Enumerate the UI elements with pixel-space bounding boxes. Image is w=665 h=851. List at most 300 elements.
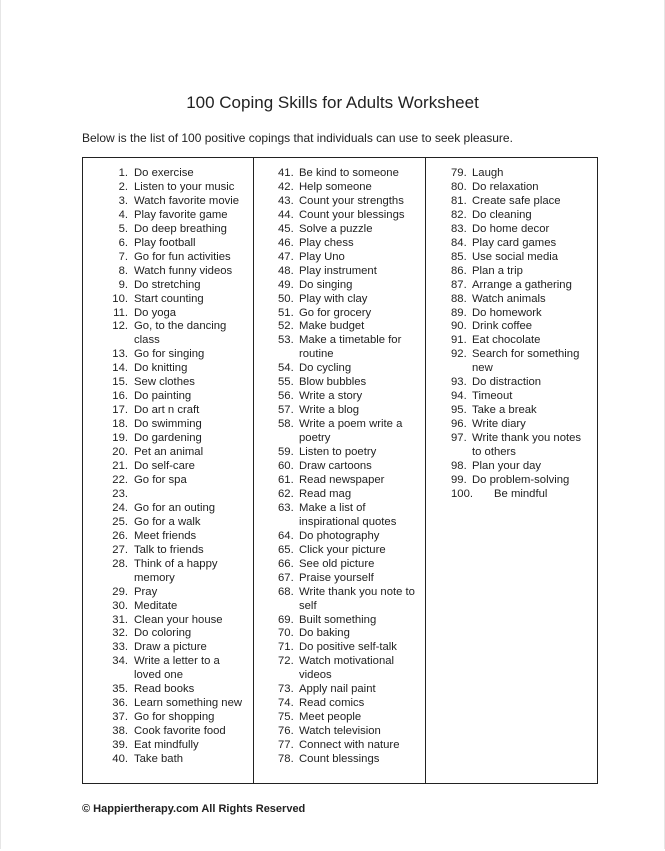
item-text: Arrange a gathering	[472, 278, 572, 291]
item-number: 23.	[112, 487, 128, 500]
item-number: 61.	[278, 473, 294, 486]
item-text: Draw cartoons	[299, 460, 372, 473]
item-text: Listen to your music	[134, 180, 235, 193]
skills-list-1	[83, 167, 253, 767]
item-number: 54.	[278, 362, 294, 375]
item-number: 5.	[118, 222, 128, 235]
list-item	[254, 697, 425, 711]
item-text: Make budget	[299, 320, 365, 333]
list-item	[83, 600, 253, 614]
item-number: 55.	[278, 376, 294, 389]
item-number: 85.	[451, 250, 467, 263]
item-number: 100.	[451, 487, 473, 500]
list-item	[426, 223, 597, 237]
skills-list-3	[426, 167, 597, 502]
item-number: 24.	[112, 501, 128, 514]
list-item	[426, 279, 597, 293]
item-number: 18.	[112, 418, 128, 431]
item-number: 62.	[278, 487, 294, 500]
item-text: Use social media	[472, 250, 559, 263]
item-text	[128, 488, 253, 502]
list-item	[426, 265, 597, 279]
item-text: Write thank you note to self	[299, 585, 415, 612]
list-item	[254, 237, 425, 251]
item-number: 58.	[278, 418, 294, 431]
list-item	[254, 418, 425, 446]
item-text: Draw a picture	[134, 641, 207, 654]
item-text: Do art n craft	[134, 404, 200, 417]
item-number: 47.	[278, 250, 294, 263]
list-item	[254, 641, 425, 655]
item-text: Do cycling	[299, 362, 352, 375]
item-number: 57.	[278, 404, 294, 417]
item-number: 7.	[118, 250, 128, 263]
item-text: Do gardening	[134, 432, 202, 445]
item-text: Do exercise	[134, 167, 194, 179]
item-number: 82.	[451, 208, 467, 221]
item-text: Do singing	[299, 278, 353, 291]
list-item	[426, 432, 597, 460]
list-item	[426, 488, 597, 502]
item-text: Pray	[134, 585, 158, 598]
item-text: Write diary	[472, 418, 526, 431]
item-text: Eat chocolate	[472, 334, 541, 347]
item-text: Count your strengths	[299, 194, 404, 207]
item-number: 37.	[112, 711, 128, 724]
list-item	[254, 711, 425, 725]
item-text: Think of a happy memory	[134, 557, 218, 584]
item-text: Search for something new	[472, 348, 580, 375]
item-text: Pet an animal	[134, 446, 204, 459]
item-text: Be mindful	[494, 487, 548, 500]
list-item	[426, 181, 597, 195]
list-item	[83, 320, 253, 348]
item-text: Clean your house	[134, 613, 223, 626]
list-item	[254, 586, 425, 614]
list-item	[83, 488, 253, 502]
item-text: Write a poem write a poetry	[299, 418, 403, 445]
list-item	[83, 725, 253, 739]
list-item	[426, 390, 597, 404]
item-number: 65.	[278, 543, 294, 556]
item-text: Laugh	[472, 167, 504, 179]
item-text: Do photography	[299, 529, 380, 542]
item-number: 74.	[278, 697, 294, 710]
item-number: 92.	[451, 348, 467, 361]
list-item	[83, 209, 253, 223]
item-number: 21.	[112, 460, 128, 473]
item-number: 96.	[451, 418, 467, 431]
list-item	[83, 390, 253, 404]
item-text: Praise yourself	[299, 571, 374, 584]
item-text: Apply nail paint	[299, 683, 376, 696]
item-number: 15.	[112, 376, 128, 389]
item-number: 87.	[451, 278, 467, 291]
item-text: Do distraction	[472, 376, 542, 389]
item-text: Do self-care	[134, 460, 195, 473]
item-text: Write thank you notes to others	[472, 432, 582, 459]
item-text: Go for grocery	[299, 306, 372, 319]
list-item	[254, 544, 425, 558]
item-number: 31.	[112, 613, 128, 626]
item-text: Read newspaper	[299, 473, 385, 486]
item-text: Timeout	[472, 390, 513, 403]
item-text: Meet friends	[134, 529, 197, 542]
list-item	[83, 697, 253, 711]
item-text: Plan your day	[472, 460, 542, 473]
copyright-footer: © Happiertherapy.com All Rights Reserved	[82, 803, 306, 815]
list-item	[83, 641, 253, 655]
list-item	[83, 516, 253, 530]
item-number: 12.	[112, 320, 128, 333]
item-number: 28.	[112, 557, 128, 570]
item-number: 68.	[278, 585, 294, 598]
item-number: 41.	[278, 167, 294, 179]
item-text: Read books	[134, 683, 195, 696]
list-item	[83, 251, 253, 265]
item-text: See old picture	[299, 557, 375, 570]
item-number: 36.	[112, 697, 128, 710]
item-text: Watch animals	[472, 292, 546, 305]
item-number: 9.	[118, 278, 128, 291]
item-number: 32.	[112, 627, 128, 640]
item-text: Drink coffee	[472, 320, 533, 333]
list-item	[254, 572, 425, 586]
list-item	[83, 614, 253, 628]
item-text: Go for shopping	[134, 711, 215, 724]
list-item	[254, 725, 425, 739]
item-number: 95.	[451, 404, 467, 417]
list-item	[83, 544, 253, 558]
item-text: Do relaxation	[472, 180, 539, 193]
item-number: 19.	[112, 432, 128, 445]
item-text: Count your blessings	[299, 208, 405, 221]
item-text: Do stretching	[134, 278, 201, 291]
list-item	[254, 209, 425, 223]
list-item	[254, 390, 425, 404]
item-number: 16.	[112, 390, 128, 403]
item-text: Built something	[299, 613, 377, 626]
list-item	[254, 530, 425, 544]
item-number: 78.	[278, 753, 294, 766]
list-item	[83, 265, 253, 279]
item-number: 76.	[278, 725, 294, 738]
list-item	[254, 167, 425, 181]
item-text: Play with clay	[299, 292, 368, 305]
item-text: Read mag	[299, 487, 352, 500]
item-text: Start counting	[134, 292, 204, 305]
item-number: 30.	[112, 599, 128, 612]
item-number: 26.	[112, 529, 128, 542]
item-text: Go for an outing	[134, 501, 216, 514]
list-item	[426, 474, 597, 488]
list-item	[83, 627, 253, 641]
item-number: 42.	[278, 180, 294, 193]
item-text: Make a timetable for routine	[299, 334, 402, 361]
list-item	[426, 404, 597, 418]
item-text: Go for fun activities	[134, 250, 231, 263]
list-item	[254, 334, 425, 362]
item-number: 99.	[451, 473, 467, 486]
item-text: Sew clothes	[134, 376, 195, 389]
item-number: 64.	[278, 529, 294, 542]
item-number: 14.	[112, 362, 128, 375]
list-item	[83, 739, 253, 753]
item-text: Play Uno	[299, 250, 345, 263]
list-item	[254, 223, 425, 237]
item-number: 33.	[112, 641, 128, 654]
item-number: 73.	[278, 683, 294, 696]
list-item	[83, 655, 253, 683]
item-text: Play football	[134, 236, 196, 249]
item-number: 83.	[451, 222, 467, 235]
item-text: Take bath	[134, 753, 183, 766]
list-item	[83, 293, 253, 307]
item-number: 20.	[112, 446, 128, 459]
item-number: 3.	[118, 194, 128, 207]
item-number: 86.	[451, 264, 467, 277]
list-item	[254, 655, 425, 683]
item-number: 71.	[278, 641, 294, 654]
list-item	[426, 418, 597, 432]
item-text: Do knitting	[134, 362, 188, 375]
item-text: Do cleaning	[472, 208, 532, 221]
list-item	[254, 627, 425, 641]
item-text: Go for singing	[134, 348, 205, 361]
list-item	[254, 739, 425, 753]
list-item	[426, 195, 597, 209]
item-text: Watch favorite movie	[134, 194, 240, 207]
item-text: Talk to friends	[134, 543, 204, 556]
item-number: 90.	[451, 320, 467, 333]
item-text: Do deep breathing	[134, 222, 227, 235]
list-item	[254, 488, 425, 502]
item-text: Click your picture	[299, 543, 386, 556]
item-text: Do coloring	[134, 627, 192, 640]
page-title: 100 Coping Skills for Adults Worksheet	[186, 93, 479, 112]
item-text: Meet people	[299, 711, 362, 724]
list-item	[83, 418, 253, 432]
item-text: Do swimming	[134, 418, 202, 431]
intro-text: Below is the list of 100 positive copings that individuals can use to seek pleasure.	[82, 131, 513, 145]
item-number: 35.	[112, 683, 128, 696]
item-text: Blow bubbles	[299, 376, 367, 389]
item-text: Cook favorite food	[134, 725, 226, 738]
list-item	[426, 167, 597, 181]
item-text: Count blessings	[299, 753, 380, 766]
item-number: 10.	[112, 292, 128, 305]
item-number: 8.	[118, 264, 128, 277]
list-item	[254, 502, 425, 530]
item-text: Take a break	[472, 404, 537, 417]
item-number: 98.	[451, 460, 467, 473]
list-item	[426, 334, 597, 348]
list-item	[83, 460, 253, 474]
item-number: 1.	[118, 167, 128, 179]
list-item	[83, 502, 253, 516]
column-1	[83, 158, 254, 783]
list-item	[426, 237, 597, 251]
list-item	[426, 348, 597, 376]
item-number: 46.	[278, 236, 294, 249]
list-item	[83, 432, 253, 446]
item-number: 29.	[112, 585, 128, 598]
list-item	[83, 376, 253, 390]
item-text: Play card games	[472, 236, 557, 249]
list-item	[254, 376, 425, 390]
list-item	[83, 223, 253, 237]
item-number: 48.	[278, 264, 294, 277]
item-number: 11.	[113, 306, 128, 319]
item-number: 50.	[278, 292, 294, 305]
item-text: Make a list of inspirational quotes	[299, 501, 397, 528]
list-item	[254, 181, 425, 195]
item-text: Write a story	[299, 390, 363, 403]
item-text: Do home decor	[472, 222, 550, 235]
item-number: 77.	[278, 739, 294, 752]
column-3	[426, 158, 597, 783]
item-number: 80.	[451, 180, 467, 193]
item-number: 56.	[278, 390, 294, 403]
item-number: 27.	[112, 543, 128, 556]
list-item	[426, 251, 597, 265]
item-text: Eat mindfully	[134, 739, 199, 752]
item-text: Do baking	[299, 627, 350, 640]
list-item	[254, 307, 425, 321]
list-item	[83, 237, 253, 251]
list-item	[83, 711, 253, 725]
item-number: 43.	[278, 194, 294, 207]
list-item	[83, 530, 253, 544]
item-text: Do problem-solving	[472, 473, 570, 486]
list-item	[83, 683, 253, 697]
item-text: Help someone	[299, 180, 372, 193]
item-text: Go for spa	[134, 473, 187, 486]
list-item	[83, 446, 253, 460]
list-item	[83, 362, 253, 376]
list-item	[254, 474, 425, 488]
item-text: Play instrument	[299, 264, 377, 277]
item-text: Do yoga	[134, 306, 177, 319]
item-text: Read comics	[299, 697, 365, 710]
item-text: Play favorite game	[134, 208, 228, 221]
list-item	[83, 586, 253, 600]
list-item	[83, 474, 253, 488]
list-item	[254, 753, 425, 767]
item-number: 49.	[278, 278, 294, 291]
list-item	[83, 404, 253, 418]
list-item	[426, 209, 597, 223]
item-number: 72.	[278, 655, 294, 668]
item-number: 39.	[112, 739, 128, 752]
list-item	[426, 376, 597, 390]
item-number: 84.	[451, 236, 467, 249]
item-number: 93.	[451, 376, 467, 389]
item-text: Play chess	[299, 236, 354, 249]
list-item	[83, 195, 253, 209]
list-item	[83, 558, 253, 586]
item-number: 45.	[278, 222, 294, 235]
item-number: 67.	[278, 571, 294, 584]
list-item	[83, 279, 253, 293]
item-number: 70.	[278, 627, 294, 640]
list-item	[254, 558, 425, 572]
item-text: Be kind to someone	[299, 167, 399, 179]
item-number: 53.	[278, 334, 294, 347]
item-text: Connect with nature	[299, 739, 400, 752]
list-item	[426, 293, 597, 307]
list-item	[254, 683, 425, 697]
item-number: 63.	[278, 501, 294, 514]
list-item	[254, 446, 425, 460]
item-text: Meditate	[134, 599, 178, 612]
item-text: Plan a trip	[472, 264, 523, 277]
list-item	[254, 320, 425, 334]
list-item	[83, 167, 253, 181]
item-number: 17.	[112, 404, 128, 417]
list-item	[254, 614, 425, 628]
coping-skills-table	[82, 157, 598, 784]
item-number: 51.	[278, 306, 294, 319]
item-number: 60.	[278, 460, 294, 473]
list-item	[426, 460, 597, 474]
list-item	[254, 265, 425, 279]
list-item	[254, 279, 425, 293]
item-text: Do painting	[134, 390, 192, 403]
list-item	[254, 293, 425, 307]
item-number: 25.	[112, 515, 128, 528]
item-text: Watch television	[299, 725, 381, 738]
skills-list-2	[254, 167, 425, 767]
item-number: 69.	[278, 613, 294, 626]
item-text: Do positive self-talk	[299, 641, 397, 654]
item-text: Write a blog	[299, 404, 360, 417]
list-item	[83, 181, 253, 195]
list-item	[83, 307, 253, 321]
item-number: 59.	[278, 446, 294, 459]
list-item	[254, 362, 425, 376]
item-number: 44.	[278, 208, 294, 221]
item-number: 94.	[451, 390, 467, 403]
list-item	[254, 404, 425, 418]
item-number: 40.	[112, 753, 128, 766]
item-number: 6.	[118, 236, 128, 249]
list-item	[83, 753, 253, 767]
list-item	[254, 251, 425, 265]
list-item	[426, 307, 597, 321]
item-text: Solve a puzzle	[299, 222, 373, 235]
item-text: Listen to poetry	[299, 446, 377, 459]
item-text: Go, to the dancing class	[134, 320, 227, 347]
item-number: 79.	[451, 167, 467, 179]
item-text: Learn something new	[134, 697, 243, 710]
item-number: 34.	[112, 655, 128, 668]
item-number: 13.	[112, 348, 128, 361]
item-text: Create safe place	[472, 194, 561, 207]
item-number: 52.	[278, 320, 294, 333]
list-item	[254, 460, 425, 474]
item-text: Go for a walk	[134, 515, 201, 528]
item-number: 91.	[451, 334, 467, 347]
item-text: Write a letter to a loved one	[134, 655, 220, 682]
list-item	[83, 348, 253, 362]
item-number: 97.	[451, 432, 467, 445]
item-number: 4.	[118, 208, 128, 221]
item-number: 22.	[112, 473, 128, 486]
item-text: Do homework	[472, 306, 542, 319]
item-number: 89.	[451, 306, 467, 319]
item-number: 66.	[278, 557, 294, 570]
